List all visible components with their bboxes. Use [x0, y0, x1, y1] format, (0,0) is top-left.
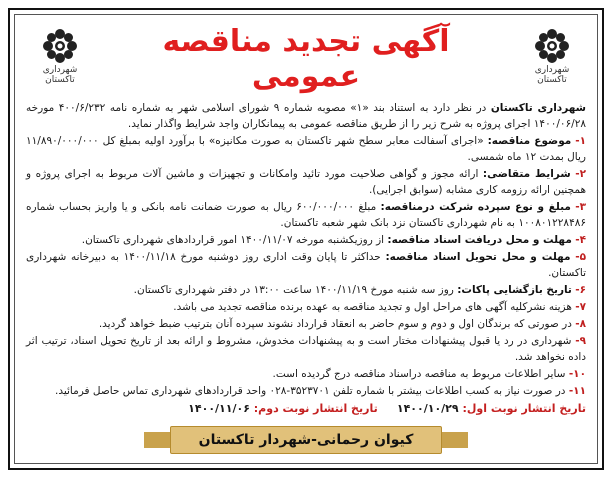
- notice-title: آگهی تجدید مناقصه عمومی: [162, 24, 450, 94]
- signature-ribbon: کیوان رحمانی-شهردار تاکستان: [170, 426, 442, 454]
- list-item: [26, 366, 586, 382]
- list-item: [26, 232, 586, 248]
- item-label: موضوع مناقصه:: [487, 135, 572, 147]
- item-label: تاریخ بازگشایی پاکات:: [457, 284, 572, 296]
- item-text: ارائه مجوز و گواهی صلاحیت مورد تائید وامکانات و تجهیزات و ماشین آلات مربوط به اجرای پروژه و همچنین ارائه رزومه کاری مشابه (سوابق اجرایی).: [26, 168, 586, 196]
- item-number: ۲-: [575, 168, 586, 180]
- list-item: [26, 249, 586, 281]
- list-item: [26, 133, 586, 165]
- item-label: مبلغ و نوع سپرده شرکت درمناقصه:: [380, 201, 571, 213]
- list-item: [26, 333, 586, 365]
- logo-caption: شهرداری تاکستان: [42, 65, 78, 85]
- item-label: شرایط متقاضی:: [482, 168, 571, 180]
- item-text: در صورت نیاز به کسب اطلاعات بیشتر با شماره تلفن ۳۵۲۳۷۰۱-۰۲۸ واحد قراردادهای شهرداری تماس حاصل فرمائید.: [54, 385, 569, 397]
- item-label: مهلت و محل تحویل اسناد مناقصه:: [385, 251, 571, 263]
- list-item: [26, 199, 586, 231]
- ribbon-tail-left: [144, 432, 172, 448]
- item-number: ۸-: [575, 318, 586, 330]
- item-number: ۱-: [575, 135, 586, 147]
- notice-body: [26, 100, 586, 417]
- item-text: سایر اطلاعات مربوط به مناقصه دراسناد مناقصه درج گردیده است.: [272, 368, 569, 380]
- publication-dates: [26, 401, 586, 417]
- item-number: ۶-: [575, 284, 586, 296]
- first-publication-date: ۱۴۰۰/۱۰/۲۹: [396, 402, 463, 415]
- first-publication-label: تاریخ انتشار نوبت اول:: [462, 402, 586, 415]
- list-item: [26, 166, 586, 198]
- list-item: [26, 282, 586, 298]
- item-number: ۹-: [575, 335, 586, 347]
- item-text: از روزیکشنبه مورخه ۱۴۰۰/۱۱/۰۷ امور قراردادهای شهرداری تاکستان.: [81, 234, 388, 246]
- item-text: حداکثر تا پایان وقت اداری روز دوشنبه مورخ ۱۴۰۰/۱۱/۱۸ به دبیرخانه شهرداری تاکستان.: [26, 251, 586, 279]
- list-item: [26, 299, 586, 315]
- items-list: [26, 133, 586, 399]
- item-text: شهرداری در رد یا قبول پیشنهادات مختار است و به پیشنهادات مخدوش، مشروط و ارائه بعد از تاریخ تحویل اسناد، ترتیب اثر داده نخواهد شد.: [26, 335, 586, 363]
- item-number: ۷-: [575, 301, 586, 313]
- logo-caption: شهرداری تاکستان: [534, 65, 570, 85]
- intro-lead: شهرداری تاکستان: [490, 102, 586, 114]
- item-number: ۵-: [575, 251, 586, 263]
- municipality-logo-left: [28, 28, 92, 84]
- notice-page: [8, 8, 604, 470]
- intro-paragraph: [26, 100, 586, 132]
- second-publication-label: تاریخ انتشار نوبت دوم:: [253, 402, 378, 415]
- item-number: ۱۰-: [568, 368, 586, 380]
- item-number: ۴-: [575, 234, 586, 246]
- second-publication-date: ۱۴۰۰/۱۱/۰۶: [188, 402, 254, 415]
- item-text: در صورتی که برندگان اول و دوم و سوم حاضر به انعقاد قرارداد نشوند سپرده آنان بترتیب ضبط خواهد گردید.: [98, 318, 576, 330]
- item-text: مبلغ ۶۰۰/۰۰۰/۰۰۰ ریال به صورت ضمانت نامه بانکی و یا واریز بحساب شماره ۱۰۰۸۰۱۲۲۸۴۸۶ به نام شهرداری تاکستان نزد بانک شهر شعبه تاکستان.: [26, 201, 586, 229]
- flower-emblem-icon: [42, 28, 78, 64]
- item-number: ۳-: [575, 201, 586, 213]
- flower-emblem-icon: [534, 28, 570, 64]
- item-number: ۱۱-: [568, 385, 586, 397]
- item-text: «اجرای آسفالت معابر سطح شهر تاکستان به صورت مکانیزه» با برآورد اولیه بمبلغ کل ۱۱/۸۹۰/۰۰۰/۰۰۰ ریال بمدت ۱۲ ماه شمسی.: [26, 135, 586, 163]
- item-text: روز سه شنبه مورخ ۱۴۰۰/۱۱/۱۹ ساعت ۱۳:۰۰ در دفتر شهرداری تاکستان.: [133, 284, 458, 296]
- item-label: مهلت و محل دریافت اسناد مناقصه:: [387, 234, 572, 246]
- municipality-logo-right: [520, 28, 584, 84]
- list-item: [26, 383, 586, 399]
- item-text: هزینه نشرکلیه آگهی های مراحل اول و تجدید مناقصه به عهده برنده مناقصه تجدید می باشد.: [173, 301, 576, 313]
- ribbon-tail-right: [440, 432, 468, 448]
- list-item: [26, 316, 586, 332]
- intro-text: در نظر دارد به استناد بند «۱» مصوبه شماره ۹ شورای اسلامی شهر به شماره نامه ۴۰۰/۶/۲۳۲ مورخه ۱۴۰۰/۰۶/۲۸ اجرای پروژه به شرح زیر را از طریق مناقصه عمومی به پیمانکاران واجد شرایط واگذار نماید.: [26, 102, 586, 130]
